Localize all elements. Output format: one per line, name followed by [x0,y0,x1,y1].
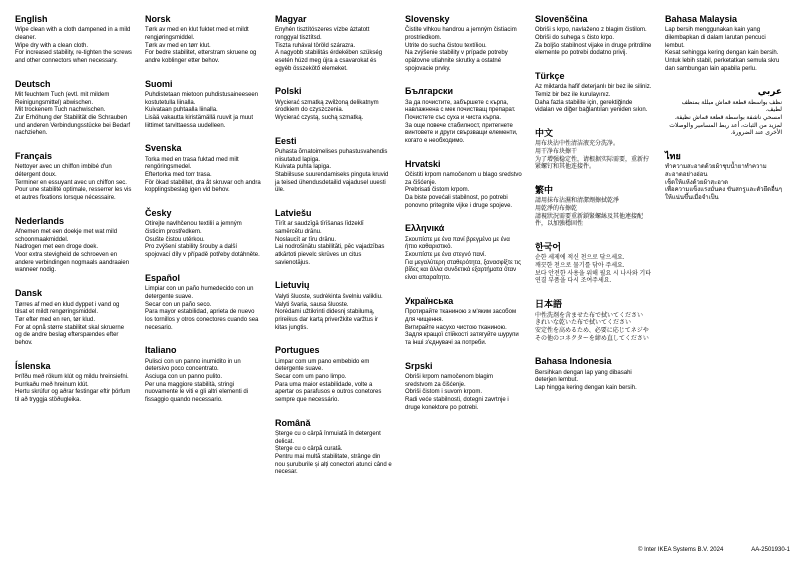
language-heading-hrvatski: Hrvatski [405,158,441,169]
language-section-arabic [665,86,782,138]
instruction-text-english-3: For increased stability, re-tighten the screws and other connectors when necessary. [15,50,132,65]
language-heading-bahasa-indonesia: Bahasa Indonesia [535,356,612,367]
language-section-portugues [275,345,392,404]
language-heading-chinese-traditional: 繁中 [535,185,554,196]
language-section-romana [275,418,392,477]
instruction-text-svenska-1: Torka med en trasa fuktad med milt rengöringsmedel. [145,156,239,171]
language-heading-ukrainska: Українська [405,295,454,306]
language-section-magyar [275,14,392,73]
column-3 [275,14,392,539]
instruction-text-hrvatski-1: Očistiti krpom namočenom u blago sredstvo za čišćenje. [405,172,522,186]
instruction-text-thai-1: ทำความสะอาดด้วยผ้าชุบน้ำยาทำความสะอาดอย่างอ่อน [665,164,767,179]
instruction-text-turkce-2: Temiz bir bez ile kurulayınız. [535,92,611,99]
instruction-text-korean-1: 순한 세제에 적신 천으로 닦으세요. [535,255,625,262]
column-1 [15,14,132,539]
instruction-text-espanol-1: Limpiar con un paño humedecido con un detergente suave. [145,286,254,300]
instruction-text-lietuviu-3: Norėdami užtikrinti didesnį stabilumą, prireikus dar kartą priveržkite varžtus ir kitas jungtis. [275,309,379,331]
instruction-text-francais-2: Terminer en essuyant avec un chiffon sec. [15,179,127,186]
language-heading-slovenscina: Slovenščina [535,14,588,24]
instruction-text-chinese-simplified-1: 用布块沾中性清洁液充分洗净。 [535,141,620,148]
instruction-text-eesti-3: Stabiilsuse suurendamiseks pinguta kruvid ja teised ühendusdetailid vajadusel uuesti üle. [275,172,389,194]
instruction-text-dansk-2: Tør efter med en ren, tør klud. [15,316,96,323]
language-heading-deutsch: Deutsch [15,78,51,89]
instruction-text-slovenscina-2: Obriši do suhega s čisto krpo. [535,35,615,42]
instruction-text-nederlands-3: Voor extra stevigheid de schroeven en andere verbindingen nogmaals aandraaien wanneer nodig. [15,252,130,274]
language-heading-nederlands: Nederlands [15,215,65,226]
language-heading-latviesu: Latviešu [275,208,312,219]
language-section-english [15,14,132,66]
instruction-text-deutsch-3: Zur Erhöhung der Stabilität die Schrauben und anderen Verbindungsstücke bei Bedarf nachziehen. [15,115,131,137]
instruction-text-japanese-2: きれいな乾いた布で拭いてください [535,320,632,327]
instruction-text-polski-2: Wycierać czystą, suchą szmatką. [275,115,364,122]
instruction-text-islenska-3: Hertu skrúfur og aðrar festingar eftir þörfum til að tryggja stöðugleika. [15,389,131,403]
instruction-text-eesti-1: Puhasta õrnatoimelises puhastusvahendis niisutatud lapiga. [275,149,388,163]
language-section-cesky [145,208,262,260]
instruction-text-english-2: Wipe dry with a clean cloth. [15,42,89,49]
instruction-text-suomi-1: Puhdistetaan mietoon puhdistusaineeseen kostutetulla liinalla. [145,92,259,106]
language-heading-chinese-simplified: 中文 [535,128,554,139]
page-footer [638,547,790,553]
instruction-text-italiano-1: Pulisci con un panno inumidito in un detersivo poco concentrato. [145,358,241,373]
instruction-text-magyar-2: Tiszta ruhával töröld szárazra. [275,42,356,49]
language-section-turkce [535,71,652,115]
column-5 [535,14,652,539]
language-section-korean [535,242,652,286]
instruction-text-bahasa-malaysia-2: Kesat sehingga kering dengan kain bersih. [665,50,779,57]
language-section-suomi [145,79,262,131]
language-section-italiano [145,345,262,404]
instruction-text-deutsch-1: Mit feuchtem Tuch (evtl. mit mildem Reinigungsmittel) abwischen. [15,92,110,106]
instruction-text-dansk-1: Tørres af med en klud dyppet i vand og tilsat et mildt rengøringsmiddel. [15,301,120,316]
instruction-text-slovensky-2: Utrite do sucha čistou textíliou. [405,42,487,49]
language-heading-svenska: Svenska [145,143,182,154]
language-heading-portugues: Portugues [275,345,320,356]
column-6 [665,14,782,539]
instruction-text-portugues-2: Secar com um pano limpo. [275,373,347,380]
instruction-text-islenska-1: Þrífðu með rökum klút og mildu hreinsiefni. [15,373,129,380]
instruction-text-norsk-2: Tørk av med en tørr klut. [145,42,211,49]
language-heading-dansk: Dansk [15,288,43,299]
language-heading-romana: Română [275,417,311,428]
instruction-text-svenska-3: För ökad stabilitet, dra åt skruvar och andra kopplingsbeslag igen vid behov. [145,179,261,194]
language-heading-srpski: Srpski [405,360,433,371]
language-heading-islenska: Íslenska [15,360,51,371]
language-section-espanol [145,273,262,332]
instruction-text-magyar-3: A nagyobb stabilitás érdekében szükség esetén húzd meg újra a csavarokat és egyéb összekötő elemeket. [275,50,383,72]
instruction-text-srpski-2: Obriši čistom i suvom krpom. [405,389,483,396]
language-section-svenska [145,143,262,195]
language-heading-thai: ไทย [665,151,681,162]
instruction-text-nederlands-1: Afnemen met een doekje met wat mild schoonmaakmiddel. [15,229,118,243]
instruction-text-slovensky-1: Čistite vlhkou handrou a jemným čistiacim prostriedkom. [405,27,517,42]
language-section-deutsch [15,79,132,138]
instruction-text-bahasa-malaysia-1: Lap bersih menggunakan kain yang dilembapkan di dalam larutan pencuci lembut. [665,27,766,49]
language-heading-francais: Français [15,151,53,162]
instruction-text-romana-2: Șterge cu o cârpă curată. [275,446,343,453]
instruction-text-arabic-2: امسحي ناشفة بواسطة قطعة قماش نظيفة. [674,115,782,122]
instruction-text-suomi-2: Kuivataan puhtaalla liinalla. [145,107,218,114]
instruction-text-arabic-3: لمزيد من الثبات، أعد ربط المسامير والوصلات الأخرى عند الضرورة. [669,122,782,137]
language-heading-ellinika: Ελληνικά [405,223,445,234]
instruction-text-japanese-3: 安定性を高めるため、必要に応じてネジやその他のコネクターを締め直してください [535,327,649,342]
language-heading-bulgarski: Български [405,86,454,97]
instruction-text-cesky-1: Otírejte navlhčenou textilií a jemným čisticím prostředkem. [145,221,242,236]
instruction-text-arabic-1: نظف بواسطة قطعة قماش مبللة بمنظف لطيف. [681,99,782,114]
language-heading-cesky: Česky [145,208,172,219]
instruction-text-francais-3: Pour une stabilité optimale, resserrer les vis et autres fixations lorsque nécessaire. [15,187,132,202]
instruction-text-ukrainska-1: Протирайте тканиною з м'яким засобом для чищення. [405,309,517,323]
instruction-text-chinese-traditional-1: 請用抹布沾濕和清潔劑擦拭乾淨 [535,198,620,205]
instruction-text-chinese-simplified-3: 为了增强稳定性，请根据实际需要，重新拧紧螺钉和其他连接件。 [535,156,650,171]
language-section-islenska [15,361,132,405]
instruction-text-ukrainska-2: Витирайте насухо чистою тканиною. [405,324,507,331]
instruction-text-nederlands-2: Nadrogen met een droge doek. [15,244,99,251]
instruction-text-turkce-1: Az miktarda hafif deterjanlı bir bez ile siliniz. [535,84,652,91]
language-heading-korean: 한국어 [535,242,562,253]
language-section-nederlands [15,216,132,275]
language-section-slovensky [405,14,522,73]
language-section-lietuviu [275,280,392,332]
instruction-text-lietuviu-1: Valyti šluoste, sudrėkinta švelniu valikliu. [275,293,383,300]
language-heading-norsk: Norsk [145,14,171,24]
instruction-text-bahasa-malaysia-3: Untuk lebih stabil, perketatkan semula skru dan sambungan lain apabila perlu. [665,58,780,72]
column-2 [145,14,262,539]
language-section-francais [15,151,132,203]
instruction-text-ellinika-3: Για μεγαλύτερη σταθερότητα, ξανασφίξτε τις βίδες και άλλα συνδετικά εξαρτήματα όταν είναι απαραίτητο. [405,259,522,282]
instruction-text-espanol-3: Para mayor estabilidad, aprieta de nuevo los tornillos y otros conectores cuando sea necesario. [145,309,259,331]
instruction-text-dansk-3: For at opnå større stabilitet skal skruerne og de andre beslag efterspændes efter behov. [15,324,125,346]
language-section-thai [665,151,782,203]
instruction-text-turkce-3: Daha fazla stabilite için, gerektiğinde vidaları ve diğer bağlantıları yeniden sıkın. [535,99,648,114]
language-heading-italiano: Italiano [145,345,177,356]
instruction-text-thai-2: เช็ดให้แห้งด้วยผ้าสะอาด [665,179,729,186]
instruction-text-bahasa-indonesia-1: Bersihkan dengan lap yang dibasahi deterjen lembut. [535,369,632,384]
instruction-text-eesti-2: Kuivata puhta lapiga. [275,164,332,171]
language-section-polski [275,86,392,122]
instruction-text-cesky-2: Osušte čistou utěrkou. [145,236,205,243]
instruction-text-slovensky-3: Na zvýšenie stability v prípade potreby opätovne utiahnite skrutky a ostatné spojovacie prvky. [405,50,508,72]
language-section-ukrainska [405,296,522,348]
instruction-text-latviesu-1: Tīrīt ar saudzīgā tīrīšanas līdzeklī samērcētu drānu. [275,221,364,236]
instruction-text-latviesu-2: Noslaucīt ar tīru drānu. [275,236,337,243]
instruction-text-svenska-2: Eftertorka med torr trasa. [145,172,212,179]
language-heading-japanese: 日本語 [535,299,563,310]
language-heading-lietuviu: Lietuvių [275,280,310,291]
instruction-text-bahasa-indonesia-2: Lap hingga kering dengan kain bersih. [535,384,637,391]
instruction-text-korean-3: 보다 안전한 사용을 위해 필요 시 나사와 기타 연결 부품을 다시 조여주세요. [535,270,651,285]
instruction-text-hrvatski-2: Prebrisati čistom krpom. [405,187,470,194]
language-section-dansk [15,288,132,347]
instruction-text-bulgarski-1: За да почистите, забършете с кърпа, навлажнена с мек почистващ препарат. [405,99,516,114]
instruction-text-hrvatski-3: Da biste povećali stabilnost, po potrebi ponovno pritegnite vijke i druge spojeve. [405,195,513,209]
instruction-text-norsk-3: For bedre stabilitet, etterstram skruene og andre koblinger etter behov. [145,50,257,65]
instruction-text-polski-1: Wycierać szmatką zwilżoną delikatnym środkiem do czyszczenia. [275,99,379,114]
language-section-eesti [275,136,392,195]
language-section-hrvatski [405,159,522,211]
instruction-text-bulgarski-2: Почистете със суха и чиста кърпа. [405,115,501,122]
instruction-text-deutsch-2: Mit trockenem Tuch nachwischen. [15,107,106,114]
language-heading-espanol: Español [145,272,181,283]
language-heading-suomi: Suomi [145,78,173,89]
instruction-text-cesky-3: Pro zvýšení stability šrouby a další spojovací díly v případě potřeby dotáhněte. [145,244,260,259]
instruction-text-italiano-3: Per una maggiore stabilità, stringi nuovamente le viti e gli altri elementi di fissaggio quando necessario. [145,381,249,403]
instruction-text-romana-1: Șterge cu o cârpă înmuiată în detergent delicat. [275,430,381,445]
instruction-text-ukrainska-3: Задля кращої стійкості затягуйте шурупи та інші з'єднувачі за потреби. [405,332,519,346]
instruction-text-ellinika-1: Σκουπίστε με ένα πανί βρεγμένο με ένα ήπιο καθαριστικό. [405,236,510,251]
instruction-text-suomi-3: Lisää vakautta kiristämällä ruuvit ja muut liittimet tarvittaessa uudelleen. [145,115,254,129]
instruction-text-english-1: Wipe clean with a cloth dampened in a mild cleaner. [15,27,131,42]
language-section-chinese-simplified [535,128,652,172]
instruction-text-chinese-traditional-3: 請視狀況需要重新鎖緊螺絲及其他連接配件，以加強穩固性 [535,213,644,228]
instruction-text-latviesu-3: Lai nodrošinātu stabilitāti, pēc vajadzības atkārtoti pievelc skrūves un citus savienotājus. [275,244,385,266]
language-heading-slovensky: Slovensky [405,14,450,24]
instruction-text-thai-3: เพื่อความแข็งแรงมั่นคง ขันสกรูและตัวยึดอื่นๆ ให้แน่นขึ้นเมื่อจำเป็น [665,187,782,202]
instruction-text-italiano-2: Asciuga con un panno pulito. [145,373,223,380]
instruction-text-slovenscina-3: Za boljšo stabilnost vijake in druge pritrdilne elemente po potrebi dodatno privij. [535,42,652,57]
language-section-norsk [145,14,262,66]
language-section-japanese [535,299,652,343]
instruction-text-chinese-traditional-2: 用乾淨的布擦乾 [535,206,578,213]
instruction-text-islenska-2: Þurrkaðu með hreinum klút. [15,381,89,388]
instruction-text-francais-1: Nettoyer avec un chiffon imbibé d'un détergent doux. [15,164,112,179]
language-section-ellinika [405,223,522,282]
instruction-text-portugues-1: Limpar com um pano embebido em detergente suave. [275,358,370,373]
instruction-text-ellinika-2: Σκουπίστε με ένα στεγνό πανί. [405,252,487,259]
instruction-text-espanol-2: Secar con un paño seco. [145,301,212,308]
language-heading-magyar: Magyar [275,14,307,24]
language-section-bulgarski [405,86,522,145]
instruction-text-slovenscina-1: Obriši s krpo, navlaženo z blagim čistilom. [535,27,647,34]
language-heading-turkce: Türkçe [535,71,565,82]
instruction-text-portugues-3: Para uma maior estabilidade, volte a apertar os parafusos e outros conetores sempre que necessário. [275,381,382,403]
copyright-notice: © Inter IKEA Systems B.V. 2024 [638,547,724,553]
instruction-text-romana-3: Pentru mai multă stabilitate, strânge din nou șuruburile și alți conectori atunci când e necesar. [275,453,392,476]
language-section-bahasa-indonesia [535,356,652,392]
document-number: AA-2501930-1 [751,547,790,553]
instruction-text-korean-2: 깨끗한 천으로 물기를 닦아 주세요. [535,263,625,270]
language-columns [15,14,792,539]
language-section-bahasa-malaysia [665,14,782,73]
language-heading-bahasa-malaysia: Bahasa Malaysia [665,14,738,24]
language-heading-polski: Polski [275,86,302,97]
language-heading-arabic: عربي [757,86,782,97]
instruction-text-lietuviu-2: Valyti švaria, sausa šluoste. [275,301,349,308]
instruction-text-bulgarski-3: За още повече стабилност, притегнете винтовете и други свързващи елементи, когато е необходимо. [405,122,518,145]
language-section-srpski [405,361,522,413]
language-section-slovenscina [535,14,652,58]
language-heading-eesti: Eesti [275,135,297,146]
instruction-text-magyar-1: Enyhén tisztítószeres vízbe áztatott ronggyal tisztítsd. [275,27,370,42]
instruction-text-norsk-1: Tørk av med en klut fuktet med et mildt rengjøringsmiddel. [145,27,249,42]
instruction-text-srpski-3: Radi veće stabilnosti, dotegni zavrtnje i druge konektore po potrebi. [405,396,509,411]
language-heading-english: English [15,14,48,24]
instruction-text-chinese-simplified-2: 用干净布块擦干 [535,149,578,156]
language-section-chinese-traditional [535,185,652,229]
instruction-text-japanese-1: 中性洗剤を含ませた布で拭いてください [535,312,644,319]
language-section-latviesu [275,208,392,267]
column-4 [405,14,522,539]
instruction-text-srpski-1: Obriši krpom namočenom blagim sredstvom za čišćenje. [405,373,494,388]
